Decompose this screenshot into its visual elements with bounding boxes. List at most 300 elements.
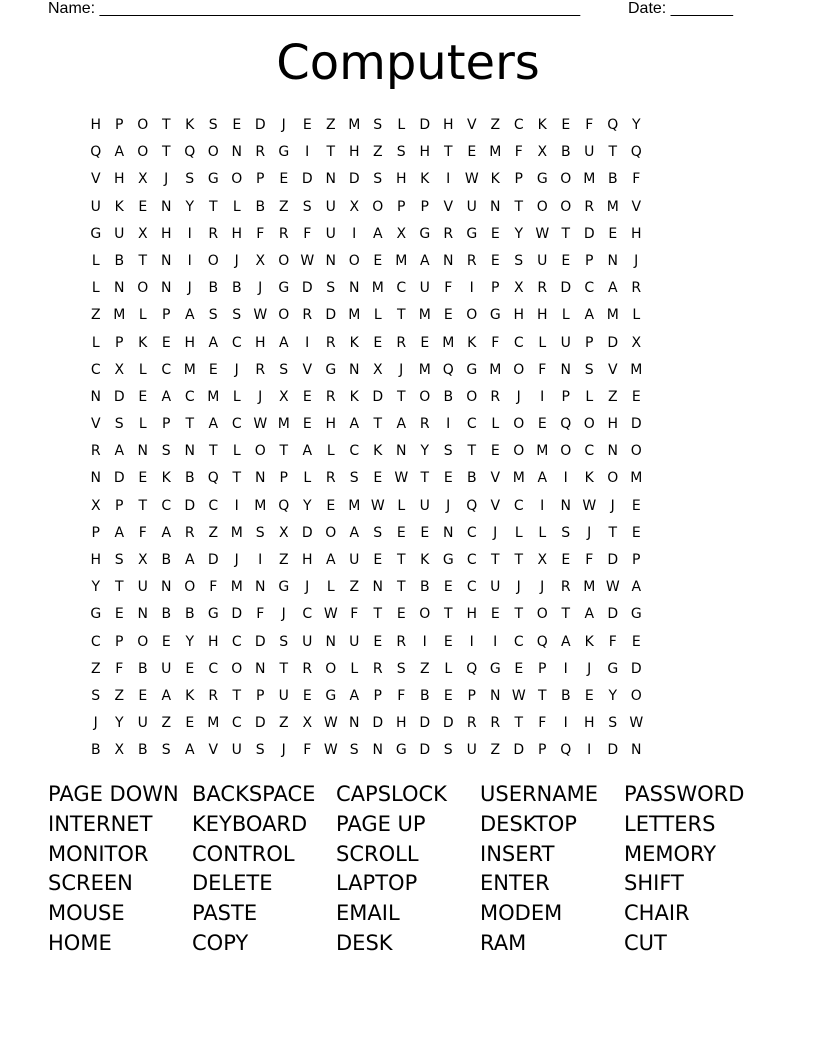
- grid-letter: Q: [466, 497, 478, 514]
- grid-letter: R: [490, 715, 501, 732]
- grid-letter: C: [231, 334, 242, 351]
- grid-letter: S: [302, 198, 312, 215]
- grid-letter: T: [373, 606, 383, 623]
- grid-letter: F: [209, 579, 218, 596]
- grid-letter: G: [90, 606, 102, 623]
- grid-letter: A: [114, 443, 125, 460]
- grid-letter: E: [373, 633, 383, 650]
- grid-letter: L: [538, 334, 547, 351]
- grid-letter: M: [230, 524, 243, 541]
- grid-letter: B: [419, 579, 430, 596]
- grid-letter: Y: [514, 225, 524, 242]
- grid-letter: H: [90, 117, 102, 133]
- grid-letter: C: [584, 280, 595, 297]
- grid-letter: N: [137, 443, 148, 460]
- grid-letter: X: [302, 715, 313, 732]
- grid-letter: Y: [91, 579, 101, 596]
- grid-letter: N: [349, 715, 360, 732]
- grid-letter: N: [349, 361, 360, 378]
- grid-letter: E: [185, 660, 195, 677]
- grid-letter: O: [607, 470, 619, 487]
- grid-row: [84, 601, 648, 628]
- grid-letter: R: [325, 334, 336, 351]
- grid-letter: G: [489, 660, 501, 677]
- grid-letter: N: [560, 361, 571, 378]
- grid-letter: L: [561, 307, 570, 324]
- grid-letter: O: [372, 198, 384, 215]
- grid-letter: F: [256, 606, 265, 623]
- grid-letter: R: [208, 687, 219, 704]
- grid-letter: L: [138, 361, 147, 378]
- grid-letter: J: [234, 252, 239, 269]
- grid-letter: H: [442, 117, 454, 133]
- grid-letter: N: [90, 388, 101, 405]
- grid-letter: B: [161, 606, 172, 623]
- grid-letter: D: [301, 171, 313, 188]
- word-list-item: COPY: [192, 930, 249, 955]
- grid-letter: S: [255, 742, 265, 759]
- grid-letter: I: [540, 388, 545, 405]
- grid-letter: T: [208, 198, 218, 215]
- grid-letter: F: [350, 606, 359, 623]
- grid-letter: R: [419, 416, 430, 433]
- grid-letter: T: [279, 660, 289, 677]
- grid-letter: D: [348, 171, 360, 188]
- grid-row: [84, 574, 648, 601]
- grid-letter: K: [490, 171, 500, 188]
- grid-letter: Q: [207, 470, 219, 487]
- grid-letter: S: [349, 470, 359, 487]
- grid-letter: Q: [442, 361, 454, 378]
- grid-letter: K: [138, 334, 148, 351]
- grid-letter: M: [630, 361, 643, 378]
- grid-letter: P: [538, 742, 547, 759]
- grid-letter: A: [349, 687, 360, 704]
- grid-letter: L: [232, 388, 241, 405]
- grid-row: [84, 112, 648, 139]
- grid-letter: H: [395, 171, 407, 188]
- grid-letter: Q: [466, 660, 478, 677]
- grid-letter: E: [302, 416, 312, 433]
- grid-letter: O: [513, 361, 525, 378]
- grid-letter: E: [631, 497, 641, 514]
- word-list-item: DESK: [336, 930, 393, 955]
- grid-letter: A: [349, 416, 360, 433]
- grid-letter: I: [446, 171, 451, 188]
- grid-letter: W: [253, 416, 268, 433]
- grid-letter: U: [349, 633, 360, 650]
- grid-letter: Y: [185, 198, 195, 215]
- grid-letter: G: [536, 171, 548, 188]
- grid-letter: S: [255, 524, 265, 541]
- grid-letter: S: [208, 307, 218, 324]
- grid-letter: O: [348, 252, 360, 269]
- grid-letter: T: [161, 117, 171, 133]
- grid-letter: Z: [161, 715, 172, 732]
- grid-letter: Y: [631, 117, 641, 133]
- grid-letter: N: [161, 280, 172, 297]
- grid-letter: J: [187, 280, 192, 297]
- grid-letter: C: [90, 633, 101, 650]
- grid-row: [84, 330, 648, 357]
- grid-letter: P: [256, 171, 265, 188]
- grid-letter: Z: [490, 742, 501, 759]
- grid-letter: C: [466, 579, 477, 596]
- grid-letter: W: [370, 497, 385, 514]
- grid-letter: G: [395, 742, 407, 759]
- grid-letter: C: [513, 117, 524, 133]
- grid-letter: D: [607, 742, 619, 759]
- grid-letter: S: [161, 443, 171, 460]
- grid-letter: P: [585, 252, 594, 269]
- grid-letter: G: [90, 225, 102, 242]
- grid-letter: E: [443, 470, 453, 487]
- grid-letter: O: [254, 443, 266, 460]
- grid-letter: E: [490, 443, 500, 460]
- grid-letter: I: [469, 280, 474, 297]
- grid-row: [84, 656, 648, 683]
- grid-letter: L: [138, 416, 147, 433]
- grid-letter: B: [208, 280, 219, 297]
- grid-letter: C: [513, 633, 524, 650]
- grid-letter: L: [91, 252, 100, 269]
- grid-letter: D: [583, 225, 595, 242]
- grid-letter: U: [419, 280, 430, 297]
- word-list-item: CHAIR: [624, 901, 690, 926]
- grid-letter: S: [396, 144, 406, 161]
- grid-letter: E: [561, 252, 571, 269]
- grid-letter: Q: [90, 144, 102, 161]
- grid-letter: L: [232, 443, 241, 460]
- grid-letter: C: [184, 388, 195, 405]
- grid-letter: R: [255, 144, 266, 161]
- grid-letter: T: [326, 144, 336, 161]
- grid-letter: N: [490, 687, 501, 704]
- grid-letter: U: [137, 715, 148, 732]
- grid-letter: V: [90, 416, 101, 433]
- grid-letter: T: [514, 552, 524, 568]
- grid-letter: U: [114, 225, 125, 242]
- grid-letter: B: [184, 470, 195, 487]
- grid-letter: O: [278, 307, 290, 324]
- grid-letter: E: [631, 633, 641, 650]
- grid-letter: E: [138, 388, 148, 405]
- grid-letter: J: [305, 579, 310, 596]
- grid-letter: C: [396, 280, 407, 297]
- grid-letter: O: [560, 171, 572, 188]
- grid-letter: R: [278, 225, 289, 242]
- grid-letter: V: [631, 198, 642, 215]
- grid-row: [84, 302, 648, 329]
- grid-letter: P: [561, 388, 570, 405]
- word-list-item: PAGE DOWN: [48, 782, 179, 806]
- grid-letter: P: [115, 334, 124, 351]
- grid-letter: A: [161, 687, 172, 704]
- grid-letter: O: [231, 171, 243, 188]
- grid-letter: E: [138, 198, 148, 215]
- grid-letter: H: [231, 225, 243, 242]
- grid-letter: Q: [560, 742, 572, 759]
- grid-letter: O: [207, 144, 219, 161]
- grid-letter: I: [563, 660, 568, 677]
- grid-letter: D: [630, 660, 642, 677]
- grid-letter: X: [278, 524, 289, 541]
- grid-letter: N: [90, 470, 101, 487]
- grid-letter: T: [396, 388, 406, 405]
- grid-letter: O: [630, 687, 642, 704]
- grid-letter: G: [630, 606, 642, 623]
- grid-letter: L: [350, 660, 359, 677]
- grid-letter: N: [255, 470, 266, 487]
- grid-letter: O: [419, 606, 431, 623]
- grid-letter: P: [279, 470, 288, 487]
- grid-letter: P: [514, 171, 523, 188]
- grid-letter: A: [396, 416, 407, 433]
- grid-letter: L: [397, 497, 406, 514]
- grid-letter: J: [281, 742, 286, 759]
- grid-letter: O: [137, 280, 149, 297]
- grid-letter: C: [161, 361, 172, 378]
- grid-row: [84, 166, 648, 193]
- grid-letter: N: [443, 252, 454, 269]
- grid-letter: Z: [325, 117, 336, 133]
- grid-letter: I: [493, 633, 498, 650]
- grid-letter: O: [184, 579, 196, 596]
- name-field-label: Name: ______________________________________________________: [48, 0, 581, 17]
- grid-letter: I: [563, 470, 568, 487]
- grid-letter: A: [161, 524, 172, 541]
- grid-letter: B: [114, 252, 125, 269]
- grid-letter: A: [631, 579, 642, 596]
- grid-letter: D: [184, 497, 196, 514]
- grid-letter: T: [443, 144, 453, 161]
- grid-letter: M: [583, 171, 596, 188]
- grid-letter: P: [491, 280, 500, 297]
- grid-letter: J: [516, 388, 521, 405]
- grid-letter: E: [138, 470, 148, 487]
- grid-letter: R: [396, 334, 407, 351]
- word-list-item: HOME: [48, 930, 112, 955]
- grid-letter: H: [207, 633, 219, 650]
- grid-letter: U: [419, 497, 430, 514]
- grid-letter: N: [231, 144, 242, 161]
- grid-letter: Z: [278, 552, 289, 568]
- grid-letter: M: [183, 361, 196, 378]
- grid-letter: R: [466, 252, 477, 269]
- grid-row: [84, 194, 648, 221]
- grid-letter: I: [587, 742, 592, 759]
- grid-letter: A: [208, 416, 219, 433]
- word-list-item: DESKTOP: [480, 811, 577, 836]
- grid-row: [84, 547, 648, 574]
- grid-letter: L: [138, 307, 147, 324]
- grid-letter: Z: [90, 660, 101, 677]
- word-list-item: CAPSLOCK: [336, 782, 447, 806]
- grid-letter: O: [325, 524, 337, 541]
- grid-letter: A: [208, 334, 219, 351]
- word-list-item: PAGE UP: [336, 811, 426, 836]
- grid-letter: Z: [114, 687, 125, 704]
- grid-letter: H: [184, 334, 196, 351]
- grid-letter: R: [184, 524, 195, 541]
- grid-letter: T: [138, 252, 148, 269]
- grid-letter: N: [161, 198, 172, 215]
- grid-letter: D: [372, 388, 384, 405]
- grid-letter: W: [511, 687, 526, 704]
- grid-letter: E: [396, 606, 406, 623]
- grid-letter: E: [161, 334, 171, 351]
- grid-letter: A: [537, 470, 548, 487]
- grid-letter: Z: [490, 117, 501, 133]
- grid-letter: M: [630, 470, 643, 487]
- grid-letter: P: [162, 307, 171, 324]
- grid-letter: C: [231, 416, 242, 433]
- grid-letter: U: [349, 552, 360, 568]
- grid-letter: Z: [208, 524, 219, 541]
- grid-letter: Q: [630, 144, 642, 161]
- grid-letter: H: [583, 715, 595, 732]
- grid-letter: C: [349, 443, 360, 460]
- grid-letter: B: [443, 388, 454, 405]
- grid-letter: L: [232, 198, 241, 215]
- grid-letter: O: [137, 633, 149, 650]
- grid-row: [84, 357, 648, 384]
- grid-letter: T: [373, 416, 383, 433]
- grid-letter: A: [607, 280, 618, 297]
- grid-letter: T: [514, 715, 524, 732]
- grid-row: [84, 629, 648, 656]
- word-list-item: INTERNET: [48, 811, 153, 836]
- grid-letter: P: [373, 687, 382, 704]
- grid-letter: A: [161, 388, 172, 405]
- grid-letter: D: [254, 715, 266, 732]
- grid-letter: M: [207, 388, 220, 405]
- grid-letter: O: [231, 660, 243, 677]
- grid-letter: E: [490, 225, 500, 242]
- grid-letter: O: [536, 198, 548, 215]
- grid-letter: Q: [560, 416, 572, 433]
- grid-letter: G: [442, 552, 454, 568]
- grid-letter: D: [630, 416, 642, 433]
- grid-letter: U: [490, 579, 501, 596]
- grid-letter: B: [184, 606, 195, 623]
- grid-letter: E: [443, 633, 453, 650]
- grid-letter: L: [538, 524, 547, 541]
- grid-letter: K: [584, 470, 594, 487]
- grid-letter: N: [396, 443, 407, 460]
- grid-letter: W: [629, 715, 644, 732]
- grid-letter: E: [631, 524, 641, 541]
- grid-letter: J: [610, 497, 615, 514]
- word-list-item: MEMORY: [624, 841, 717, 866]
- grid-letter: E: [631, 388, 641, 405]
- grid-letter: G: [325, 687, 337, 704]
- grid-letter: K: [349, 334, 359, 351]
- grid-letter: E: [326, 497, 336, 514]
- grid-letter: P: [256, 687, 265, 704]
- grid-letter: E: [396, 524, 406, 541]
- grid-letter: F: [608, 633, 617, 650]
- grid-letter: H: [419, 144, 431, 161]
- grid-letter: T: [232, 470, 242, 487]
- grid-letter: W: [323, 715, 338, 732]
- grid-letter: A: [184, 742, 195, 759]
- grid-letter: T: [467, 443, 477, 460]
- grid-letter: I: [422, 633, 427, 650]
- grid-letter: O: [560, 198, 572, 215]
- grid-letter: M: [348, 117, 361, 133]
- grid-letter: E: [537, 416, 547, 433]
- grid-letter: E: [373, 334, 383, 351]
- grid-letter: T: [232, 687, 242, 704]
- grid-letter: G: [419, 225, 431, 242]
- grid-letter: K: [373, 443, 383, 460]
- grid-letter: W: [605, 579, 620, 596]
- grid-letter: N: [490, 198, 501, 215]
- grid-letter: Z: [278, 198, 289, 215]
- grid-letter: E: [561, 552, 571, 568]
- grid-letter: O: [466, 307, 478, 324]
- grid-letter: R: [560, 579, 571, 596]
- grid-letter: G: [489, 307, 501, 324]
- grid-letter: B: [255, 198, 266, 215]
- grid-letter: D: [301, 524, 313, 541]
- grid-letter: G: [278, 144, 290, 161]
- grid-letter: O: [513, 443, 525, 460]
- word-list-item: MONITOR: [48, 841, 149, 866]
- grid-letter: E: [420, 334, 430, 351]
- grid-letter: B: [419, 687, 430, 704]
- grid-letter: K: [420, 552, 430, 568]
- word-list-item: SCREEN: [48, 871, 133, 896]
- grid-letter: Z: [278, 715, 289, 732]
- grid-letter: L: [585, 388, 594, 405]
- grid-letter: N: [607, 443, 618, 460]
- grid-letter: U: [584, 144, 595, 161]
- grid-letter: M: [371, 280, 384, 297]
- grid-letter: S: [161, 742, 171, 759]
- grid-letter: A: [372, 225, 383, 242]
- grid-letter: X: [114, 361, 125, 378]
- grid-letter: N: [255, 660, 266, 677]
- grid-letter: L: [326, 579, 335, 596]
- grid-letter: X: [537, 144, 548, 161]
- grid-row: [84, 737, 648, 764]
- header: [48, 0, 748, 20]
- grid-letter: A: [584, 606, 595, 623]
- grid-letter: O: [466, 388, 478, 405]
- grid-letter: U: [537, 252, 548, 269]
- grid-letter: H: [90, 552, 102, 568]
- grid-letter: G: [607, 660, 619, 677]
- grid-letter: H: [466, 606, 478, 623]
- grid-letter: E: [138, 687, 148, 704]
- grid-letter: K: [114, 198, 124, 215]
- grid-letter: P: [538, 660, 547, 677]
- grid-letter: S: [561, 524, 571, 541]
- grid-letter: U: [90, 198, 101, 215]
- grid-letter: O: [207, 252, 219, 269]
- grid-letter: S: [373, 117, 383, 133]
- grid-letter: F: [303, 742, 312, 759]
- grid-letter: E: [232, 117, 242, 133]
- grid-letter: Q: [278, 497, 290, 514]
- grid-letter: L: [491, 416, 500, 433]
- grid-letter: E: [373, 470, 383, 487]
- grid-letter: N: [114, 280, 125, 297]
- word-list-item: RAM: [480, 930, 527, 955]
- grid-letter: O: [278, 252, 290, 269]
